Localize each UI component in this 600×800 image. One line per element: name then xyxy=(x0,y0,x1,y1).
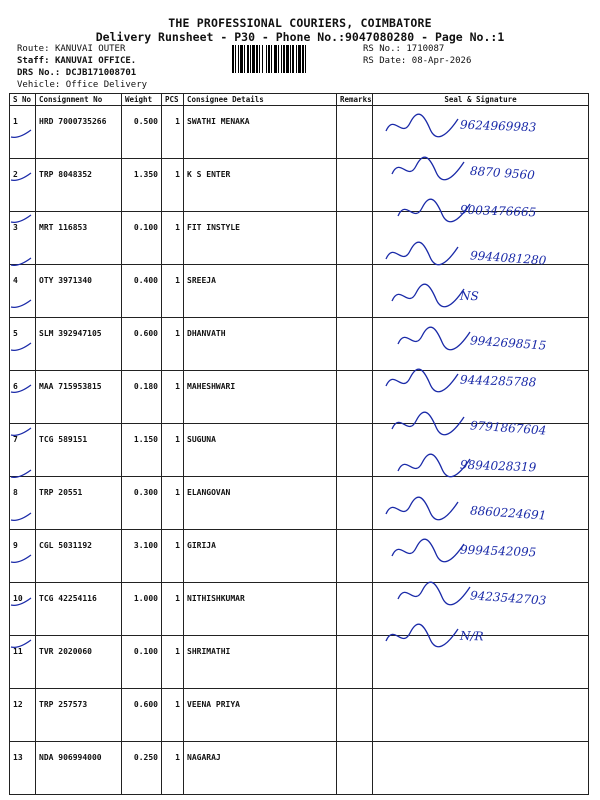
route-line xyxy=(17,44,125,54)
staff-label: Staff: xyxy=(17,56,50,66)
pcs-cell: 1 xyxy=(162,159,184,212)
sno-cell: 5 xyxy=(10,318,36,371)
signature-cell xyxy=(373,742,589,795)
remarks-cell xyxy=(337,530,373,583)
tick-mark xyxy=(9,255,35,269)
weight-cell: 3.100 xyxy=(122,530,162,583)
consignee-cell: MAHESHWARI xyxy=(184,371,337,424)
remarks-cell xyxy=(337,318,373,371)
col-pcs: PCS xyxy=(162,94,184,106)
consignment-cell: MAA 715953815 xyxy=(36,371,122,424)
rs-date-label: RS Date: xyxy=(363,56,407,66)
tick-mark xyxy=(9,595,35,609)
rs-date-line xyxy=(363,56,471,66)
consignee-cell: NAGARAJ xyxy=(184,742,337,795)
weight-cell: 0.100 xyxy=(122,636,162,689)
document-title: THE PROFESSIONAL COURIERS, COIMBATORE xyxy=(168,16,432,30)
sno-cell: 13 xyxy=(10,742,36,795)
remarks-cell xyxy=(337,636,373,689)
staff-value: KANUVAI OFFICE. xyxy=(54,56,137,66)
vehicle-label: Vehicle: xyxy=(17,80,61,90)
weight-cell: 0.600 xyxy=(122,689,162,742)
sno-cell: 1 xyxy=(10,106,36,159)
rs-no-label: RS No.: xyxy=(363,44,401,54)
consignment-cell: TRP 20551 xyxy=(36,477,122,530)
weight-cell: 0.250 xyxy=(122,742,162,795)
handwritten-note: 8860224691 xyxy=(469,502,547,523)
handwritten-note: 9791867604 xyxy=(469,417,547,438)
consignee-cell: FIT INSTYLE xyxy=(184,212,337,265)
drs-label: DRS No.: xyxy=(17,68,61,78)
col-consignment: Consignment No xyxy=(36,94,122,106)
pcs-cell: 1 xyxy=(162,583,184,636)
drs-line xyxy=(17,68,136,78)
table-row xyxy=(10,689,589,742)
remarks-cell xyxy=(337,159,373,212)
remarks-cell xyxy=(337,477,373,530)
col-signature: Seal & Signature xyxy=(373,94,589,106)
sno-cell: 4 xyxy=(10,265,36,318)
vehicle-value: Office Delivery xyxy=(65,80,148,90)
tick-mark xyxy=(9,212,35,226)
handwritten-note: 9444285788 xyxy=(459,372,537,390)
col-sno: S No xyxy=(10,94,36,106)
consignment-cell: MRT 116853 xyxy=(36,212,122,265)
tick-mark xyxy=(9,510,35,524)
pcs-cell: 1 xyxy=(162,689,184,742)
consignee-cell: GIRIJA xyxy=(184,530,337,583)
consignee-cell: K S ENTER xyxy=(184,159,337,212)
weight-cell: 0.500 xyxy=(122,106,162,159)
consignment-cell: HRD 7000735266 xyxy=(36,106,122,159)
signature-scribble xyxy=(396,579,476,609)
signature-scribble xyxy=(390,409,470,439)
pcs-cell: 1 xyxy=(162,636,184,689)
tick-mark xyxy=(9,297,35,311)
handwritten-note: 9624969983 xyxy=(459,117,537,135)
weight-cell: 0.600 xyxy=(122,318,162,371)
pcs-cell: 1 xyxy=(162,477,184,530)
handwritten-note: 9894028319 xyxy=(459,457,537,475)
signature-scribble xyxy=(384,366,464,396)
tick-mark xyxy=(9,340,35,354)
tick-mark xyxy=(9,637,35,651)
rs-date-value: 08-Apr-2026 xyxy=(411,56,472,66)
consignee-cell: SWATHI MENAKA xyxy=(184,106,337,159)
consignee-cell: SREEJA xyxy=(184,265,337,318)
handwritten-note: N/R xyxy=(459,628,484,644)
tick-mark xyxy=(9,467,35,481)
tick-mark xyxy=(9,127,35,141)
signature-scribble xyxy=(384,494,464,524)
table-row xyxy=(10,265,589,318)
table-header-row xyxy=(10,94,589,106)
handwritten-note: NS xyxy=(459,288,479,304)
weight-cell: 1.150 xyxy=(122,424,162,477)
tick-mark xyxy=(9,425,35,439)
pcs-cell: 1 xyxy=(162,106,184,159)
vehicle-line xyxy=(17,80,147,90)
weight-cell: 1.350 xyxy=(122,159,162,212)
signature-scribble xyxy=(384,239,464,269)
handwritten-note: 9942698515 xyxy=(469,332,547,353)
remarks-cell xyxy=(337,742,373,795)
barcode xyxy=(232,45,356,73)
runsheet-table xyxy=(9,93,589,795)
consignee-cell: DHANVATH xyxy=(184,318,337,371)
signature-scribble xyxy=(396,324,476,354)
pcs-cell: 1 xyxy=(162,212,184,265)
consignment-cell: SLM 392947105 xyxy=(36,318,122,371)
tick-mark xyxy=(9,552,35,566)
sno-cell: 7 xyxy=(10,424,36,477)
consignment-cell: CGL 5031192 xyxy=(36,530,122,583)
consignment-cell: TVR 2020060 xyxy=(36,636,122,689)
signature-cell xyxy=(373,689,589,742)
sno-cell: 10 xyxy=(10,583,36,636)
weight-cell: 0.300 xyxy=(122,477,162,530)
remarks-cell xyxy=(337,689,373,742)
handwritten-note: 8870 9560 xyxy=(469,163,536,182)
table-row xyxy=(10,636,589,689)
signature-scribble xyxy=(390,281,470,311)
consignee-cell: ELANGOVAN xyxy=(184,477,337,530)
consignment-cell: NDA 906994000 xyxy=(36,742,122,795)
signature-scribble xyxy=(390,536,470,566)
staff-line xyxy=(17,56,136,66)
table-row xyxy=(10,742,589,795)
sno-cell: 3 xyxy=(10,212,36,265)
remarks-cell xyxy=(337,371,373,424)
pcs-cell: 1 xyxy=(162,742,184,795)
consignment-cell: OTY 3971340 xyxy=(36,265,122,318)
route-label: Route: xyxy=(17,44,50,54)
remarks-cell xyxy=(337,265,373,318)
sno-cell: 12 xyxy=(10,689,36,742)
signature-scribble xyxy=(390,154,470,184)
table-row xyxy=(10,477,589,530)
remarks-cell xyxy=(337,583,373,636)
consignee-cell: SHRIMATHI xyxy=(184,636,337,689)
drs-value: DCJB171008701 xyxy=(65,68,137,78)
pcs-cell: 1 xyxy=(162,318,184,371)
col-remarks: Remarks xyxy=(337,94,373,106)
handwritten-note: 9944081280 xyxy=(469,247,547,268)
weight-cell: 0.400 xyxy=(122,265,162,318)
consignee-cell: NITHISHKUMAR xyxy=(184,583,337,636)
rs-no-line xyxy=(363,44,444,54)
runsheet-subtitle: Delivery Runsheet - P30 - Phone No.:9047080280 - Page No.:1 xyxy=(95,30,505,44)
pcs-cell: 1 xyxy=(162,530,184,583)
rs-no-value: 1710087 xyxy=(406,44,445,54)
sno-cell: 9 xyxy=(10,530,36,583)
signature-scribble xyxy=(384,621,464,651)
handwritten-note: 9423542703 xyxy=(469,587,547,608)
consignment-cell: TCG 589151 xyxy=(36,424,122,477)
pcs-cell: 1 xyxy=(162,371,184,424)
tick-mark xyxy=(9,170,35,184)
weight-cell: 0.100 xyxy=(122,212,162,265)
weight-cell: 0.180 xyxy=(122,371,162,424)
consignment-cell: TCG 42254116 xyxy=(36,583,122,636)
handwritten-note: 9003476665 xyxy=(459,202,537,220)
sno-cell: 11 xyxy=(10,636,36,689)
handwritten-note: 9994542095 xyxy=(459,542,537,560)
remarks-cell xyxy=(337,212,373,265)
consignee-cell: SUGUNA xyxy=(184,424,337,477)
col-consignee: Consignee Details xyxy=(184,94,337,106)
col-weight: Weight xyxy=(122,94,162,106)
sno-cell: 8 xyxy=(10,477,36,530)
route-value: KANUVAI OUTER xyxy=(54,44,126,54)
consignee-cell: VEENA PRIYA xyxy=(184,689,337,742)
weight-cell: 1.000 xyxy=(122,583,162,636)
signature-scribble xyxy=(384,111,464,141)
pcs-cell: 1 xyxy=(162,424,184,477)
sno-cell: 2 xyxy=(10,159,36,212)
remarks-cell xyxy=(337,106,373,159)
consignment-cell: TRP 8048352 xyxy=(36,159,122,212)
consignment-cell: TRP 257573 xyxy=(36,689,122,742)
pcs-cell: 1 xyxy=(162,265,184,318)
remarks-cell xyxy=(337,424,373,477)
tick-mark xyxy=(9,382,35,396)
sno-cell: 6 xyxy=(10,371,36,424)
